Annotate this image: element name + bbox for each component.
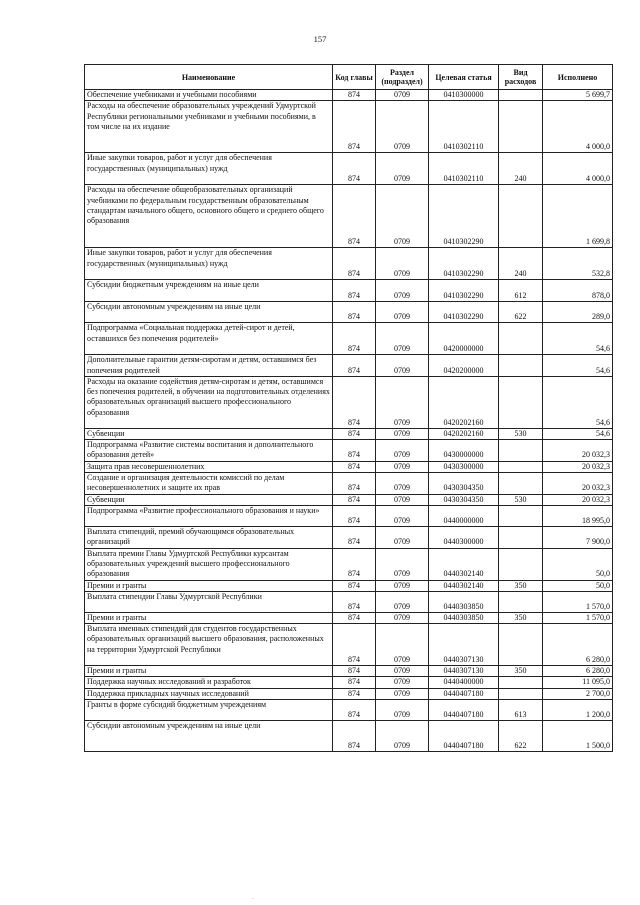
row-code: 874 bbox=[333, 461, 376, 472]
table-row bbox=[85, 700, 613, 721]
row-name: Поддержка научных исследований и разработок bbox=[85, 677, 333, 688]
row-section: 0709 bbox=[376, 526, 429, 548]
row-amount: 18 995,0 bbox=[543, 505, 613, 526]
row-section: 0709 bbox=[376, 461, 429, 472]
row-amount: 4 000,0 bbox=[543, 101, 613, 153]
row-amount: 20 032,3 bbox=[543, 473, 613, 495]
row-expense-type: 350 bbox=[499, 666, 543, 677]
row-section: 0709 bbox=[376, 248, 429, 280]
table-row bbox=[85, 101, 613, 153]
row-amount: 5 699,7 bbox=[543, 90, 613, 101]
row-code: 874 bbox=[333, 700, 376, 721]
row-code: 874 bbox=[333, 153, 376, 185]
table-row bbox=[85, 494, 613, 505]
row-code: 874 bbox=[333, 721, 376, 752]
row-code: 874 bbox=[333, 612, 376, 623]
row-amount: 7 900,0 bbox=[543, 526, 613, 548]
table-row bbox=[85, 677, 613, 688]
header-code: Код главы bbox=[333, 65, 376, 90]
row-section: 0709 bbox=[376, 666, 429, 677]
row-section: 0709 bbox=[376, 505, 429, 526]
row-article: 0440407180 bbox=[429, 688, 499, 699]
row-article: 0420200000 bbox=[429, 355, 499, 377]
row-name: Премии и гранты bbox=[85, 580, 333, 591]
table-row bbox=[85, 612, 613, 623]
row-expense-type bbox=[499, 90, 543, 101]
row-amount: 20 032,3 bbox=[543, 440, 613, 462]
row-expense-type: 612 bbox=[499, 280, 543, 302]
table-row bbox=[85, 688, 613, 699]
row-section: 0709 bbox=[376, 153, 429, 185]
table-row bbox=[85, 624, 613, 666]
row-section: 0709 bbox=[376, 700, 429, 721]
row-amount: 6 280,0 bbox=[543, 624, 613, 666]
table-row bbox=[85, 323, 613, 355]
row-expense-type bbox=[499, 376, 543, 428]
table-row bbox=[85, 355, 613, 377]
row-name: Иные закупки товаров, работ и услуг для обеспечения государственных (муниципальных) нужд bbox=[85, 248, 333, 280]
row-name: Субвенции bbox=[85, 428, 333, 439]
row-code: 874 bbox=[333, 688, 376, 699]
row-section: 0709 bbox=[376, 591, 429, 612]
row-article: 0410302290 bbox=[429, 185, 499, 248]
row-section: 0709 bbox=[376, 101, 429, 153]
row-expense-type: 622 bbox=[499, 302, 543, 323]
row-article: 0440000000 bbox=[429, 505, 499, 526]
row-section: 0709 bbox=[376, 376, 429, 428]
row-article: 0440407180 bbox=[429, 700, 499, 721]
row-name: Защита прав несовершеннолетних bbox=[85, 461, 333, 472]
header-article: Целевая статья bbox=[429, 65, 499, 90]
row-article: 0430000000 bbox=[429, 440, 499, 462]
row-article: 0440300000 bbox=[429, 526, 499, 548]
row-expense-type: 350 bbox=[499, 612, 543, 623]
row-name: Обеспечение учебниками и учебными пособиями bbox=[85, 90, 333, 101]
row-section: 0709 bbox=[376, 185, 429, 248]
row-article: 0440302140 bbox=[429, 548, 499, 580]
row-code: 874 bbox=[333, 591, 376, 612]
row-section: 0709 bbox=[376, 494, 429, 505]
table-row bbox=[85, 428, 613, 439]
row-name: Гранты в форме субсидий бюджетным учреждениям bbox=[85, 700, 333, 721]
row-article: 0420202160 bbox=[429, 428, 499, 439]
table-row bbox=[85, 461, 613, 472]
row-section: 0709 bbox=[376, 688, 429, 699]
row-name: Подпрограмма «Развитие профессионального образования и науки» bbox=[85, 505, 333, 526]
row-expense-type: 350 bbox=[499, 580, 543, 591]
row-section: 0709 bbox=[376, 440, 429, 462]
table-row bbox=[85, 473, 613, 495]
row-amount: 1 570,0 bbox=[543, 612, 613, 623]
row-amount: 50,0 bbox=[543, 548, 613, 580]
row-amount: 4 000,0 bbox=[543, 153, 613, 185]
row-expense-type bbox=[499, 461, 543, 472]
row-section: 0709 bbox=[376, 473, 429, 495]
row-amount: 1 500,0 bbox=[543, 721, 613, 752]
row-name: Расходы на оказание содействия детям-сиротам и детям, оставшимся без попечения родителей, в обучении на подготовительных отделениях образовательных организаций высшего профессионального образования bbox=[85, 376, 333, 428]
row-article: 0410302110 bbox=[429, 101, 499, 153]
row-article: 0430304350 bbox=[429, 494, 499, 505]
row-amount: 532,8 bbox=[543, 248, 613, 280]
row-expense-type: 530 bbox=[499, 494, 543, 505]
row-expense-type bbox=[499, 677, 543, 688]
row-name: Создание и организация деятельности комиссий по делам несовершеннолетних и защите их прав bbox=[85, 473, 333, 495]
row-amount: 20 032,3 bbox=[543, 461, 613, 472]
row-section: 0709 bbox=[376, 624, 429, 666]
header-amount: Исполнено bbox=[543, 65, 613, 90]
row-name: Выплата именных стипендий для студентов государственных образовательных организаций высшего образования, расположенных на территории Удмуртской Республики bbox=[85, 624, 333, 666]
row-expense-type bbox=[499, 440, 543, 462]
row-code: 874 bbox=[333, 473, 376, 495]
table-row bbox=[85, 280, 613, 302]
row-amount: 1 699,8 bbox=[543, 185, 613, 248]
row-article: 0430304350 bbox=[429, 473, 499, 495]
row-code: 874 bbox=[333, 323, 376, 355]
row-article: 0410302290 bbox=[429, 280, 499, 302]
row-name: Субвенции bbox=[85, 494, 333, 505]
table-row bbox=[85, 376, 613, 428]
row-code: 874 bbox=[333, 666, 376, 677]
row-section: 0709 bbox=[376, 612, 429, 623]
table-body bbox=[85, 90, 613, 752]
row-amount: 54,6 bbox=[543, 355, 613, 377]
row-article: 0410302110 bbox=[429, 153, 499, 185]
row-code: 874 bbox=[333, 505, 376, 526]
row-article: 0440400000 bbox=[429, 677, 499, 688]
row-article: 0440302140 bbox=[429, 580, 499, 591]
row-code: 874 bbox=[333, 101, 376, 153]
row-code: 874 bbox=[333, 302, 376, 323]
row-amount: 54,6 bbox=[543, 376, 613, 428]
row-name: Премии и гранты bbox=[85, 612, 333, 623]
row-expense-type bbox=[499, 548, 543, 580]
row-code: 874 bbox=[333, 494, 376, 505]
table-row bbox=[85, 153, 613, 185]
row-code: 874 bbox=[333, 580, 376, 591]
row-amount: 289,0 bbox=[543, 302, 613, 323]
row-section: 0709 bbox=[376, 548, 429, 580]
row-expense-type bbox=[499, 473, 543, 495]
row-expense-type bbox=[499, 323, 543, 355]
row-name: Выплата стипендий, премий обучающимся образовательных организаций bbox=[85, 526, 333, 548]
row-code: 874 bbox=[333, 280, 376, 302]
table-row bbox=[85, 721, 613, 752]
row-code: 874 bbox=[333, 548, 376, 580]
row-section: 0709 bbox=[376, 428, 429, 439]
row-section: 0709 bbox=[376, 721, 429, 752]
row-article: 0410302290 bbox=[429, 302, 499, 323]
row-code: 874 bbox=[333, 526, 376, 548]
row-name: Дополнительные гарантии детям-сиротам и детям, оставшимся без попечения родителей bbox=[85, 355, 333, 377]
row-amount: 50,0 bbox=[543, 580, 613, 591]
row-name: Расходы на обеспечение образовательных учреждений Удмуртской Республики региональными учебниками и учебными пособиями, в том числе на их издание bbox=[85, 101, 333, 153]
row-article: 0440303850 bbox=[429, 612, 499, 623]
table-row bbox=[85, 526, 613, 548]
row-article: 0420000000 bbox=[429, 323, 499, 355]
row-expense-type bbox=[499, 505, 543, 526]
row-expense-type bbox=[499, 101, 543, 153]
row-amount: 54,6 bbox=[543, 323, 613, 355]
row-expense-type: 240 bbox=[499, 153, 543, 185]
row-code: 874 bbox=[333, 624, 376, 666]
row-expense-type bbox=[499, 355, 543, 377]
row-name: Субсидии автономным учреждениям на иные цели bbox=[85, 721, 333, 752]
row-amount: 11 095,0 bbox=[543, 677, 613, 688]
row-name: Иные закупки товаров, работ и услуг для обеспечения государственных (муниципальных) нужд bbox=[85, 153, 333, 185]
row-article: 0420202160 bbox=[429, 376, 499, 428]
row-code: 874 bbox=[333, 428, 376, 439]
header-section: Раздел (подраздел) bbox=[376, 65, 429, 90]
row-expense-type bbox=[499, 624, 543, 666]
scan-mark: . bbox=[252, 893, 254, 901]
table-row bbox=[85, 440, 613, 462]
row-amount: 2 700,0 bbox=[543, 688, 613, 699]
row-amount: 878,0 bbox=[543, 280, 613, 302]
row-section: 0709 bbox=[376, 280, 429, 302]
table-row bbox=[85, 580, 613, 591]
row-expense-type: 240 bbox=[499, 248, 543, 280]
row-name: Премии и гранты bbox=[85, 666, 333, 677]
row-section: 0709 bbox=[376, 580, 429, 591]
row-article: 0440407180 bbox=[429, 721, 499, 752]
row-code: 874 bbox=[333, 376, 376, 428]
row-section: 0709 bbox=[376, 355, 429, 377]
row-section: 0709 bbox=[376, 677, 429, 688]
table-row bbox=[85, 548, 613, 580]
row-expense-type bbox=[499, 591, 543, 612]
page-number: 157 bbox=[313, 34, 327, 44]
row-name: Подпрограмма «Развитие системы воспитания и дополнительного образования детей» bbox=[85, 440, 333, 462]
row-section: 0709 bbox=[376, 90, 429, 101]
row-code: 874 bbox=[333, 90, 376, 101]
table-row bbox=[85, 666, 613, 677]
row-expense-type bbox=[499, 526, 543, 548]
row-article: 0440307130 bbox=[429, 666, 499, 677]
row-article: 0410300000 bbox=[429, 90, 499, 101]
row-amount: 20 032,3 bbox=[543, 494, 613, 505]
header-name: Наименование bbox=[85, 65, 333, 90]
budget-table bbox=[84, 64, 613, 752]
row-expense-type: 613 bbox=[499, 700, 543, 721]
row-amount: 54,6 bbox=[543, 428, 613, 439]
row-expense-type bbox=[499, 185, 543, 248]
row-amount: 1 570,0 bbox=[543, 591, 613, 612]
row-article: 0410302290 bbox=[429, 248, 499, 280]
table-row bbox=[85, 302, 613, 323]
row-section: 0709 bbox=[376, 323, 429, 355]
row-code: 874 bbox=[333, 677, 376, 688]
row-code: 874 bbox=[333, 248, 376, 280]
row-section: 0709 bbox=[376, 302, 429, 323]
table-row bbox=[85, 505, 613, 526]
row-code: 874 bbox=[333, 440, 376, 462]
header-type: Вид расходов bbox=[499, 65, 543, 90]
row-name: Выплата премии Главы Удмуртской Республики курсантам образовательных учреждений высшего профессионального образования bbox=[85, 548, 333, 580]
row-code: 874 bbox=[333, 185, 376, 248]
row-expense-type: 622 bbox=[499, 721, 543, 752]
row-name: Выплата стипендии Главы Удмуртской Республики bbox=[85, 591, 333, 612]
row-expense-type bbox=[499, 688, 543, 699]
row-article: 0440303850 bbox=[429, 591, 499, 612]
row-code: 874 bbox=[333, 355, 376, 377]
table-row bbox=[85, 248, 613, 280]
table-row bbox=[85, 591, 613, 612]
table-header bbox=[85, 65, 613, 90]
row-article: 0430300000 bbox=[429, 461, 499, 472]
row-expense-type: 530 bbox=[499, 428, 543, 439]
row-name: Субсидии бюджетным учреждениям на иные цели bbox=[85, 280, 333, 302]
row-name: Субсидии автономным учреждениям на иные цели bbox=[85, 302, 333, 323]
row-name: Расходы на обеспечение общеобразовательных организаций учебниками по федеральным государственным образовательным стандартам начального общего, основного общего и среднего общего образования bbox=[85, 185, 333, 248]
row-amount: 1 200,0 bbox=[543, 700, 613, 721]
row-name: Подпрограмма «Социальная поддержка детей-сирот и детей, оставшихся без попечения родителей» bbox=[85, 323, 333, 355]
table-row bbox=[85, 90, 613, 101]
row-article: 0440307130 bbox=[429, 624, 499, 666]
row-amount: 6 280,0 bbox=[543, 666, 613, 677]
table-row bbox=[85, 185, 613, 248]
row-name: Поддержка прикладных научных исследований bbox=[85, 688, 333, 699]
